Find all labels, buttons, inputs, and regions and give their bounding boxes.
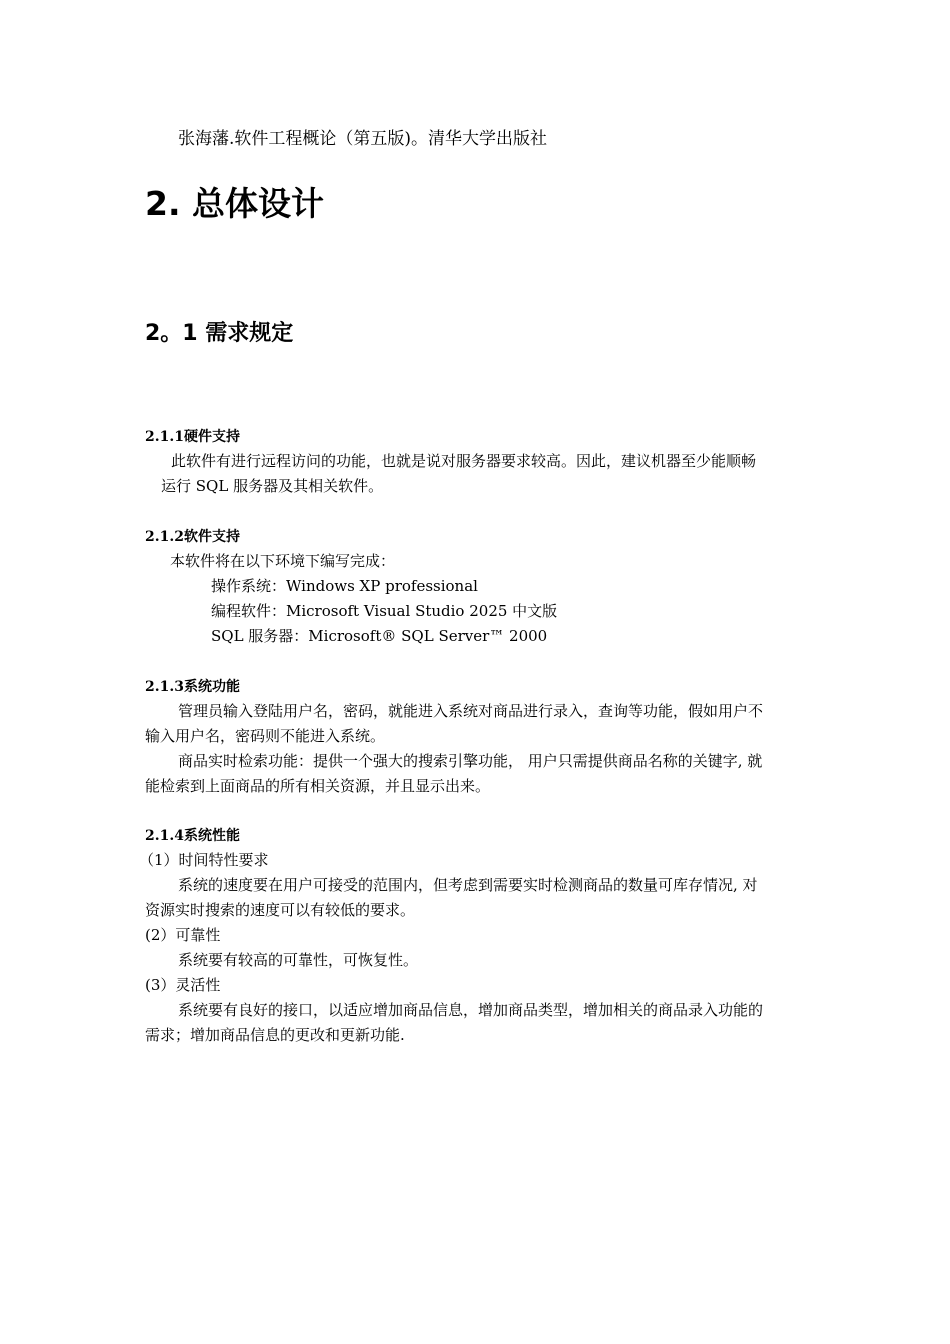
subsection-heading-performance: 2.1.4系统性能 (145, 828, 240, 844)
performance-item-2-title: (2）可靠性 (145, 926, 221, 944)
functions-p2-line-2: 能检索到上面商品的所有相关资源，并且显示出来。 (145, 777, 491, 795)
hardware-text-line-2: 运行 SQL 服务器及其相关软件。 (161, 477, 384, 495)
reference-citation: 张海藩.软件工程概论（第五版)。清华大学出版社 (178, 129, 548, 149)
performance-item-1-title: （1）时间特性要求 (139, 851, 269, 869)
functions-p1-line-1: 管理员输入登陆用户名，密码，就能进入系统对商品进行录入，查询等功能，假如用户不 (178, 702, 764, 720)
performance-item-2-line-1: 系统要有较高的可靠性，可恢复性。 (178, 951, 419, 969)
subsection-heading-hardware: 2.1.1硬件支持 (145, 429, 240, 445)
performance-item-1-line-2: 资源实时搜索的速度可以有较低的要求。 (145, 901, 416, 919)
performance-item-1-line-1: 系统的速度要在用户可接受的范围内，但考虑到需要实时检测商品的数量可库存情况, 对 (178, 876, 758, 894)
section-title: 2。1 需求规定 (145, 321, 294, 346)
performance-item-3-line-1: 系统要有良好的接口，以适应增加商品信息，增加商品类型，增加相关的商品录入功能的 (178, 1001, 764, 1019)
performance-item-3-line-2: 需求；增加商品信息的更改和更新功能. (145, 1026, 405, 1044)
software-intro: 本软件将在以下环境下编写完成： (170, 552, 396, 570)
functions-p2-line-1: 商品实时检索功能：提供一个强大的搜索引擎功能， 用户只需提供商品名称的关键字, 就 (178, 752, 763, 770)
functions-p1-line-2: 输入用户名，密码则不能进入系统。 (145, 727, 386, 745)
chapter-title: 2. 总体设计 (145, 184, 324, 223)
hardware-text-line-1: 此软件有进行远程访问的功能，也就是说对服务器要求较高。因此，建议机器至少能顺畅 (171, 452, 757, 470)
software-item-ide: 编程软件：Microsoft Visual Studio 2025 中文版 (211, 602, 558, 620)
software-item-os: 操作系统：Windows XP professional (211, 577, 478, 595)
subsection-heading-functions: 2.1.3系统功能 (145, 679, 240, 695)
subsection-heading-software: 2.1.2软件支持 (145, 529, 240, 545)
performance-item-3-title: (3）灵活性 (145, 976, 221, 994)
software-item-sql: SQL 服务器：Microsoft® SQL Server™ 2000 (211, 627, 548, 645)
